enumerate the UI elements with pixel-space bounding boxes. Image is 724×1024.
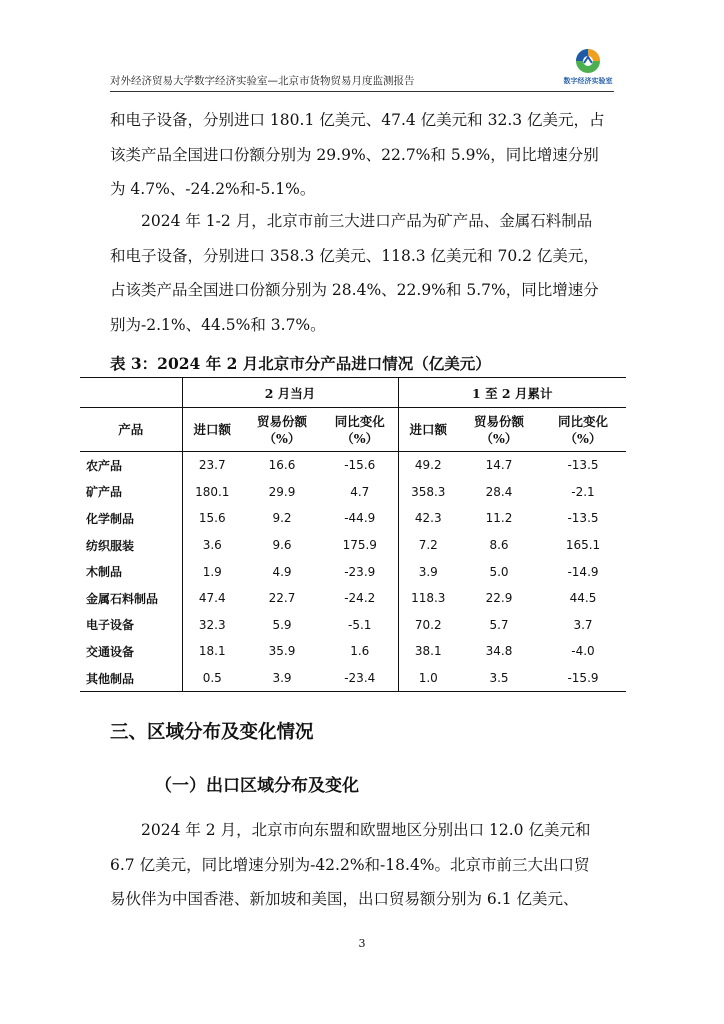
table-row: 电子设备 32.3 5.9 -5.1 70.2 5.7 3.7: [80, 612, 626, 639]
group-header-month: 2 月当月: [182, 378, 398, 408]
text-line: 易伙伴为中国香港、新加坡和美国，出口贸易额分别为 6.1 亿美元、: [110, 890, 579, 908]
lab-logo: [562, 46, 614, 90]
column-header-product: 产品: [80, 408, 182, 452]
section-heading: 三、区域分布及变化情况: [110, 722, 314, 743]
column-header-yoy: 同比变化 （%）: [540, 408, 626, 452]
column-header-import: 进口额: [398, 408, 458, 452]
text-line: 6.7 亿美元，同比增速分别为-42.2%和-18.4%。北京市前三大出口贸: [110, 855, 590, 874]
table-row: 金属石料制品 47.4 22.7 -24.2 118.3 22.9 44.5: [80, 585, 626, 612]
text-line: 该类产品全国进口份额分别为 29.9%、22.7%和 5.9%，同比增速分别: [110, 145, 599, 164]
table-row: 农产品 23.7 16.6 -15.6 49.2 14.7 -13.5: [80, 452, 626, 479]
text-line: 别为-2.1%、44.5%和 3.7%。: [110, 315, 326, 334]
globe-icon: [562, 46, 614, 76]
paragraph-export-regions: [110, 813, 616, 917]
group-header-cumulative: 1 至 2 月累计: [398, 378, 626, 408]
text-line: 占该类产品全国进口份额分别为 28.4%、22.9%和 5.7%，同比增速分: [110, 281, 599, 299]
paragraph-jan-feb-imports: [110, 204, 616, 342]
page-header: [110, 46, 614, 92]
table-row: 纺织服装 3.6 9.6 175.9 7.2 8.6 165.1: [80, 532, 626, 559]
text-line: 2024 年 2 月，北京市向东盟和欧盟地区分别出口 12.0 亿美元和: [141, 821, 591, 839]
column-header-yoy: 同比变化 （%）: [322, 408, 398, 452]
table-row: 矿产品 180.1 29.9 4.7 358.3 28.4 -2.1: [80, 479, 626, 506]
text-line: 和电子设备，分别进口 180.1 亿美元、47.4 亿美元和 32.3 亿美元，占: [110, 111, 605, 129]
subsection-heading: （一）出口区域分布及变化: [155, 776, 359, 796]
logo-text: 数字经济实验室: [563, 77, 613, 85]
table-row: 木制品 1.9 4.9 -23.9 3.9 5.0 -14.9: [80, 558, 626, 585]
column-header-share: 贸易份额 （%）: [242, 408, 322, 452]
page-number: 3: [358, 937, 366, 950]
table-row: 其他制品 0.5 3.9 -23.4 1.0 3.5 -15.9: [80, 665, 626, 692]
text-line: 2024 年 1-2 月，北京市前三大进口产品为矿产品、金属石料制品: [141, 212, 593, 230]
table-row: 交通设备 18.1 35.9 1.6 38.1 34.8 -4.0: [80, 638, 626, 665]
text-line: 为 4.7%、-24.2%和-5.1%。: [110, 180, 316, 198]
table-caption: 表 3：2024 年 2 月北京市分产品进口情况（亿美元）: [110, 354, 491, 373]
column-header-share: 贸易份额 （%）: [458, 408, 540, 452]
column-header-import: 进口额: [182, 408, 242, 452]
import-by-product-table: [80, 377, 626, 692]
table-row: 化学制品 15.6 9.2 -44.9 42.3 11.2 -13.5: [80, 505, 626, 532]
header-rule: [110, 91, 614, 92]
paragraph-continuation: [110, 103, 616, 207]
header-title: 对外经济贸易大学数字经济实验室—北京市货物贸易月度监测报告: [110, 75, 415, 87]
text-line: 和电子设备，分别进口 358.3 亿美元、118.3 亿美元和 70.2 亿美元，: [110, 246, 599, 265]
